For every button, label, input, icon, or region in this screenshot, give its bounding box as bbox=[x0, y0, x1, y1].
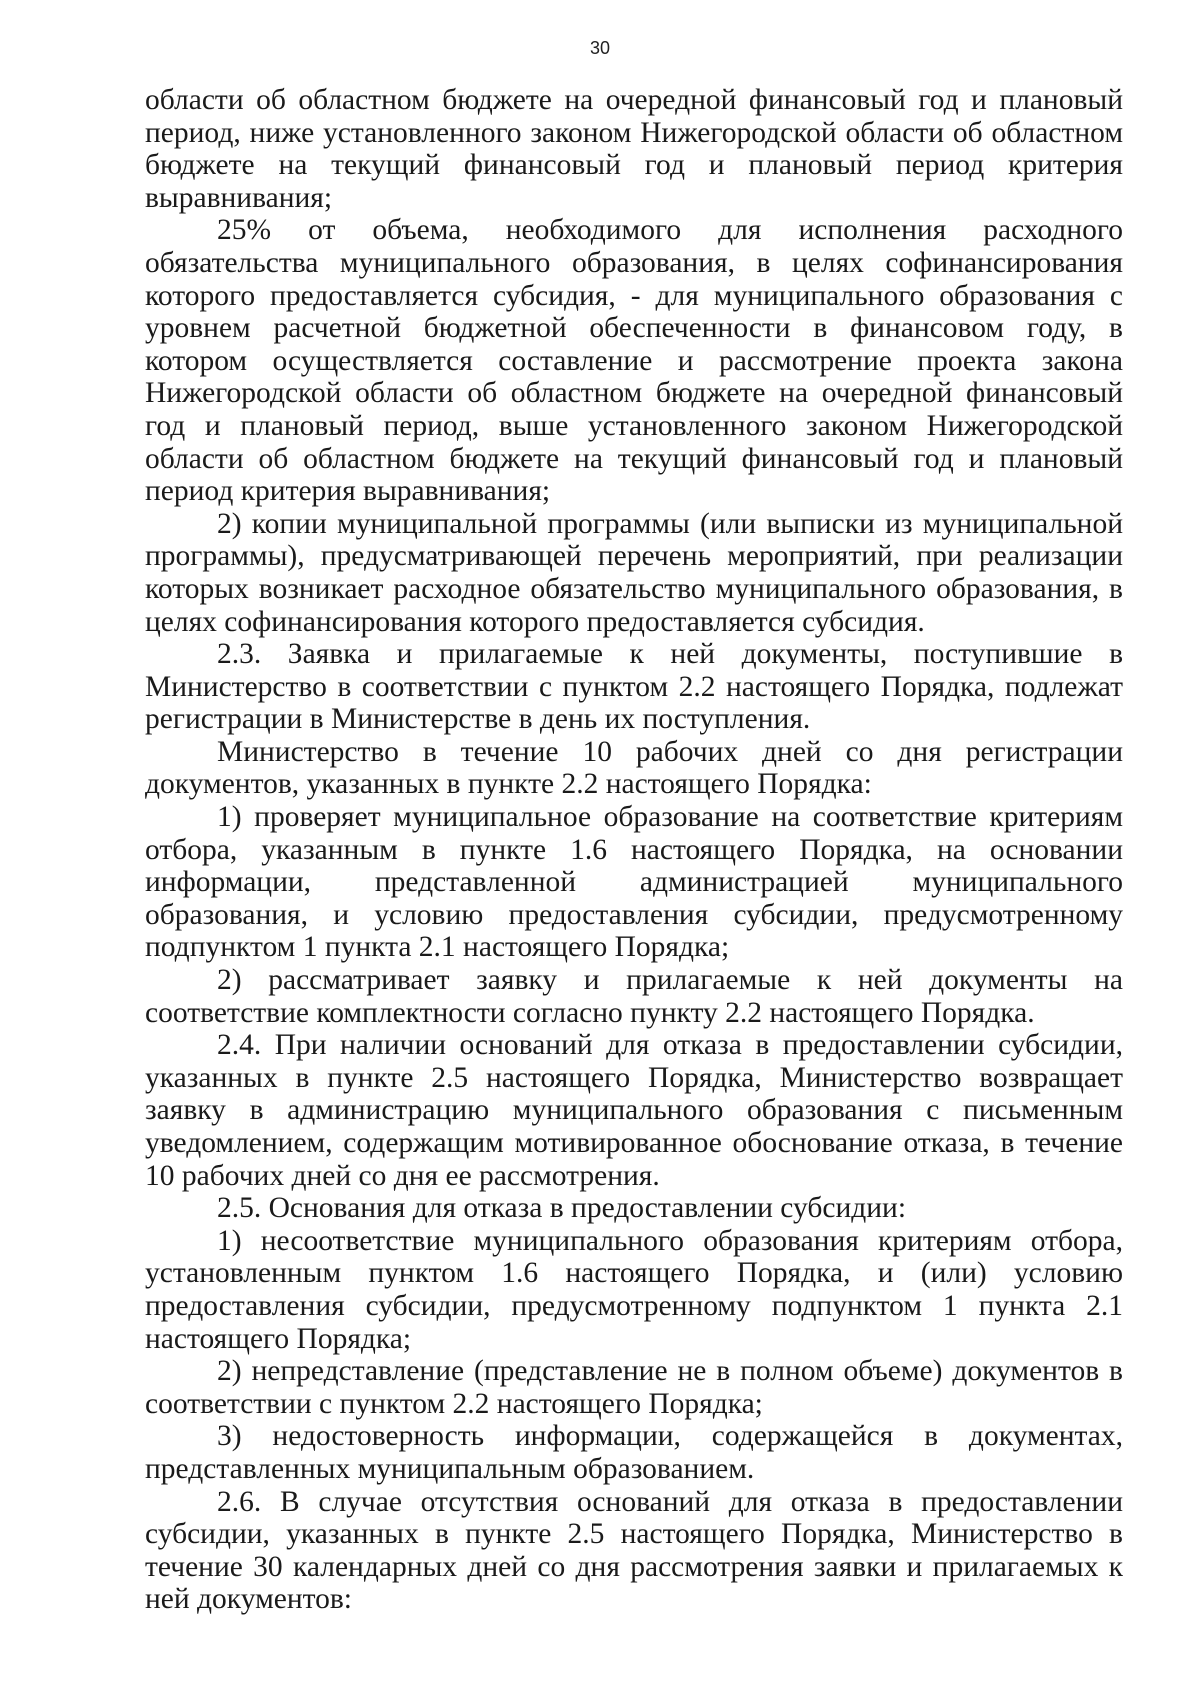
paragraph: 3) недостоверность информации, содержащейся в документах, представленных муниципальным образованием. bbox=[145, 1420, 1123, 1485]
paragraph: 1) проверяет муниципальное образование на соответствие критериям отбора, указанным в пункте 1.6 настоящего Порядка, на основании информации, представленной администрацией муниципального образования, и условию предоставления субсидии, предусмотренному подпунктом 1 пункта 2.1 настоящего Порядка; bbox=[145, 801, 1123, 964]
paragraph: 2.5. Основания для отказа в предоставлении субсидии: bbox=[217, 1192, 907, 1225]
paragraph: 2.6. В случае отсутствия оснований для отказа в предоставлении субсидии, указанных в пункте 2.5 настоящего Порядка, Министерство в течение 30 календарных дней со дня рассмотрения заявки и прилагаемых к ней документов: bbox=[145, 1485, 1123, 1616]
paragraph: Министерство в течение 10 рабочих дней со дня регистрации документов, указанных в пункте 2.2 настоящего Порядка: bbox=[145, 735, 1123, 801]
page-number: 30 bbox=[589, 38, 611, 58]
paragraph: 2) рассматривает заявку и прилагаемые к ней документы на соответствие комплектности согласно пункту 2.2 настоящего Порядка. bbox=[145, 964, 1123, 1029]
paragraph: 2.3. Заявка и прилагаемые к ней документы, поступившие в Министерство в соответствии с пунктом 2.2 настоящего Порядка, подлежат регистрации в Министерстве в день их поступления. bbox=[145, 638, 1123, 736]
document-body bbox=[145, 84, 1123, 1616]
paragraph: 25% от объема, необходимого для исполнения расходного обязательства муниципального образования, в целях софинансирования которого предоставляется субсидия, - для муниципального образования с уровнем расчетной бюджетной обеспеченности в финансовом году, в котором осуществляется составление и рассмотрение проекта закона Нижегородской области об областном бюджете на очередной финансовый год и плановый период, выше установленного законом Нижегородской области об областном бюджете на текущий финансовый год и плановый период критерия выравнивания; bbox=[145, 214, 1123, 508]
paragraph: 2) непредставление (представление не в полном объеме) документов в соответствии с пунктом 2.2 настоящего Порядка; bbox=[145, 1355, 1123, 1420]
paragraph: 2) копии муниципальной программы (или выписки из муниципальной программы), предусматривающей перечень мероприятий, при реализации которых возникает расходное обязательство муниципального образования, в целях софинансирования которого предоставляется субсидия. bbox=[145, 507, 1123, 638]
paragraph: 2.4. При наличии оснований для отказа в предоставлении субсидии, указанных в пункте 2.5 настоящего Порядка, Министерство возвращает заявку в администрацию муниципального образования с письменным уведомлением, содержащим мотивированное обоснование отказа, в течение 10 рабочих дней со дня ее рассмотрения. bbox=[145, 1029, 1123, 1192]
paragraph: 1) несоответствие муниципального образования критериям отбора, установленным пунктом 1.6 настоящего Порядка, и (или) условию предоставления субсидии, предусмотренному подпунктом 1 пункта 2.1 настоящего Порядка; bbox=[145, 1224, 1123, 1355]
paragraph: области об областном бюджете на очередной финансовый год и плановый период, ниже установленного законом Нижегородской области об областном бюджете на текущий финансовый год и плановый период критерия выравнивания; bbox=[145, 84, 1123, 214]
